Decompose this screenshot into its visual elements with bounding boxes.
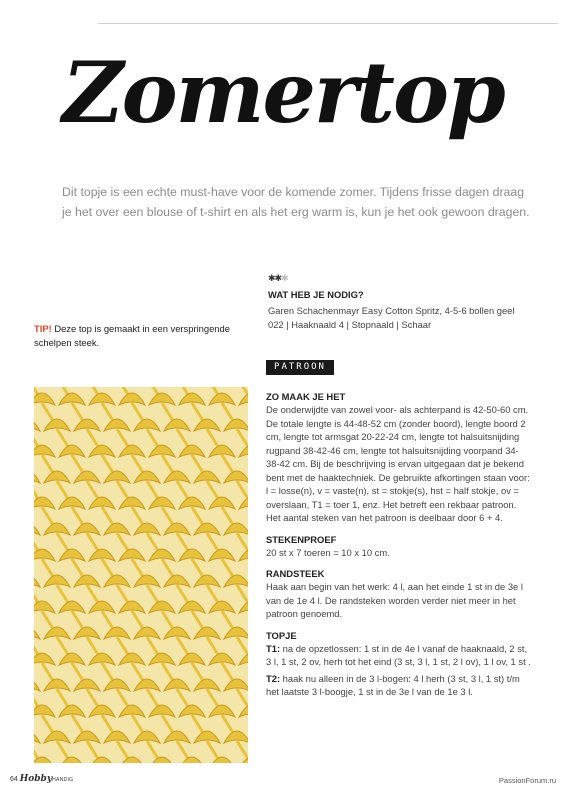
section-heading: TOPJE	[266, 629, 297, 641]
difficulty-filled: ✱✱	[268, 273, 282, 283]
round-text: haak nu alleen in de 3 l-bogen: 4 l herh (3 st, 3 l, 1 st) t/m het laatste 3 l-boogje, 1 st in de 3e l van de 1e 3 l.	[266, 672, 520, 697]
pattern-column	[266, 391, 531, 702]
needs-heading: WAT HEB JE NODIG?	[268, 289, 364, 300]
page-title: Zomertop	[62, 43, 504, 142]
brand-sub: HANDIG	[52, 777, 74, 783]
watermark: PassionForum.ru	[498, 776, 556, 785]
round-label: T2:	[266, 672, 281, 684]
difficulty-rating	[268, 273, 288, 284]
round-1	[266, 642, 531, 669]
tip-box	[34, 322, 249, 350]
crochet-photo	[34, 387, 248, 763]
footer-left	[10, 774, 73, 784]
tip-text: Deze top is gemaakt in een verspringende schelpen steek.	[34, 323, 230, 348]
section-body: Haak aan begin van het werk: 4 l, aan het einde 1 st in de 3e l van de 1e 4 l. De randsteken worden verder niet meer in het patroon genoemd.	[266, 581, 523, 619]
round-2	[266, 672, 531, 699]
intro-text: Dit topje is een echte must-have voor de komende zomer. Tijdens frisse dagen draag je het over een blouse of t-shirt en als het erg warm is, kun je het ook gewoon dragen.	[62, 185, 530, 219]
section-heading: RANDSTEEK	[266, 568, 325, 579]
section-zo-maak-je-het	[266, 391, 531, 525]
section-heading: ZO MAAK JE HET	[266, 391, 346, 402]
brand-logo: Hobby	[19, 774, 53, 784]
section-body: 20 st x 7 toeren = 10 x 10 cm.	[266, 546, 390, 558]
section-body: De onderwijdte van zowel voor- als achterpand is 42-50-60 cm. De totale lengte is 44-48-52 cm (zonder boord), lengte boord 2 cm, lengte tot armsgat 20-22-24 cm, lengte tot halsuitsnijding rugpand 38-42-46 cm, lengte tot halsuitsnijding voorpand 34-38-42 cm. Bij de beschrijving is ervan uitgegaan dat je bekend bent met de haaktechniek. De gebruikte afkortingen staan voor: l = losse(n), v = vaste(n), st = stokje(s), hst = half stokje, ov = overslaan, T1 = toer 1, enz. Het betreft een rekbaar patroon. Het aantal steken van het patroon is deelbaar door 6 + 4.	[266, 404, 530, 523]
needs-body: Garen Schachenmayr Easy Cotton Spritz, 4-5-6 bollen geel 022 | Haaknaald 4 | Stopnaald | Schaar	[268, 305, 515, 330]
section-stekenproef	[266, 534, 531, 560]
tip-label: TIP!	[34, 323, 52, 334]
round-text: na de opzetlossen: 1 st in de 4e l vanaf de haaknaald, 2 st, 3 l, 1 st, 2 ov, herh tot het eind (3 st, 3 l, 1 st, 2 l ov), 1 l ov, 1 st .	[266, 642, 531, 667]
section-heading: STEKENPROEF	[266, 533, 337, 545]
section-topje	[266, 630, 531, 699]
round-label: T1:	[266, 642, 281, 654]
difficulty-empty: ✱	[281, 273, 288, 283]
section-randsteek	[266, 568, 531, 621]
page-number: 64	[10, 776, 18, 783]
top-rule	[98, 23, 558, 24]
patroon-badge: PATROON	[266, 360, 334, 375]
